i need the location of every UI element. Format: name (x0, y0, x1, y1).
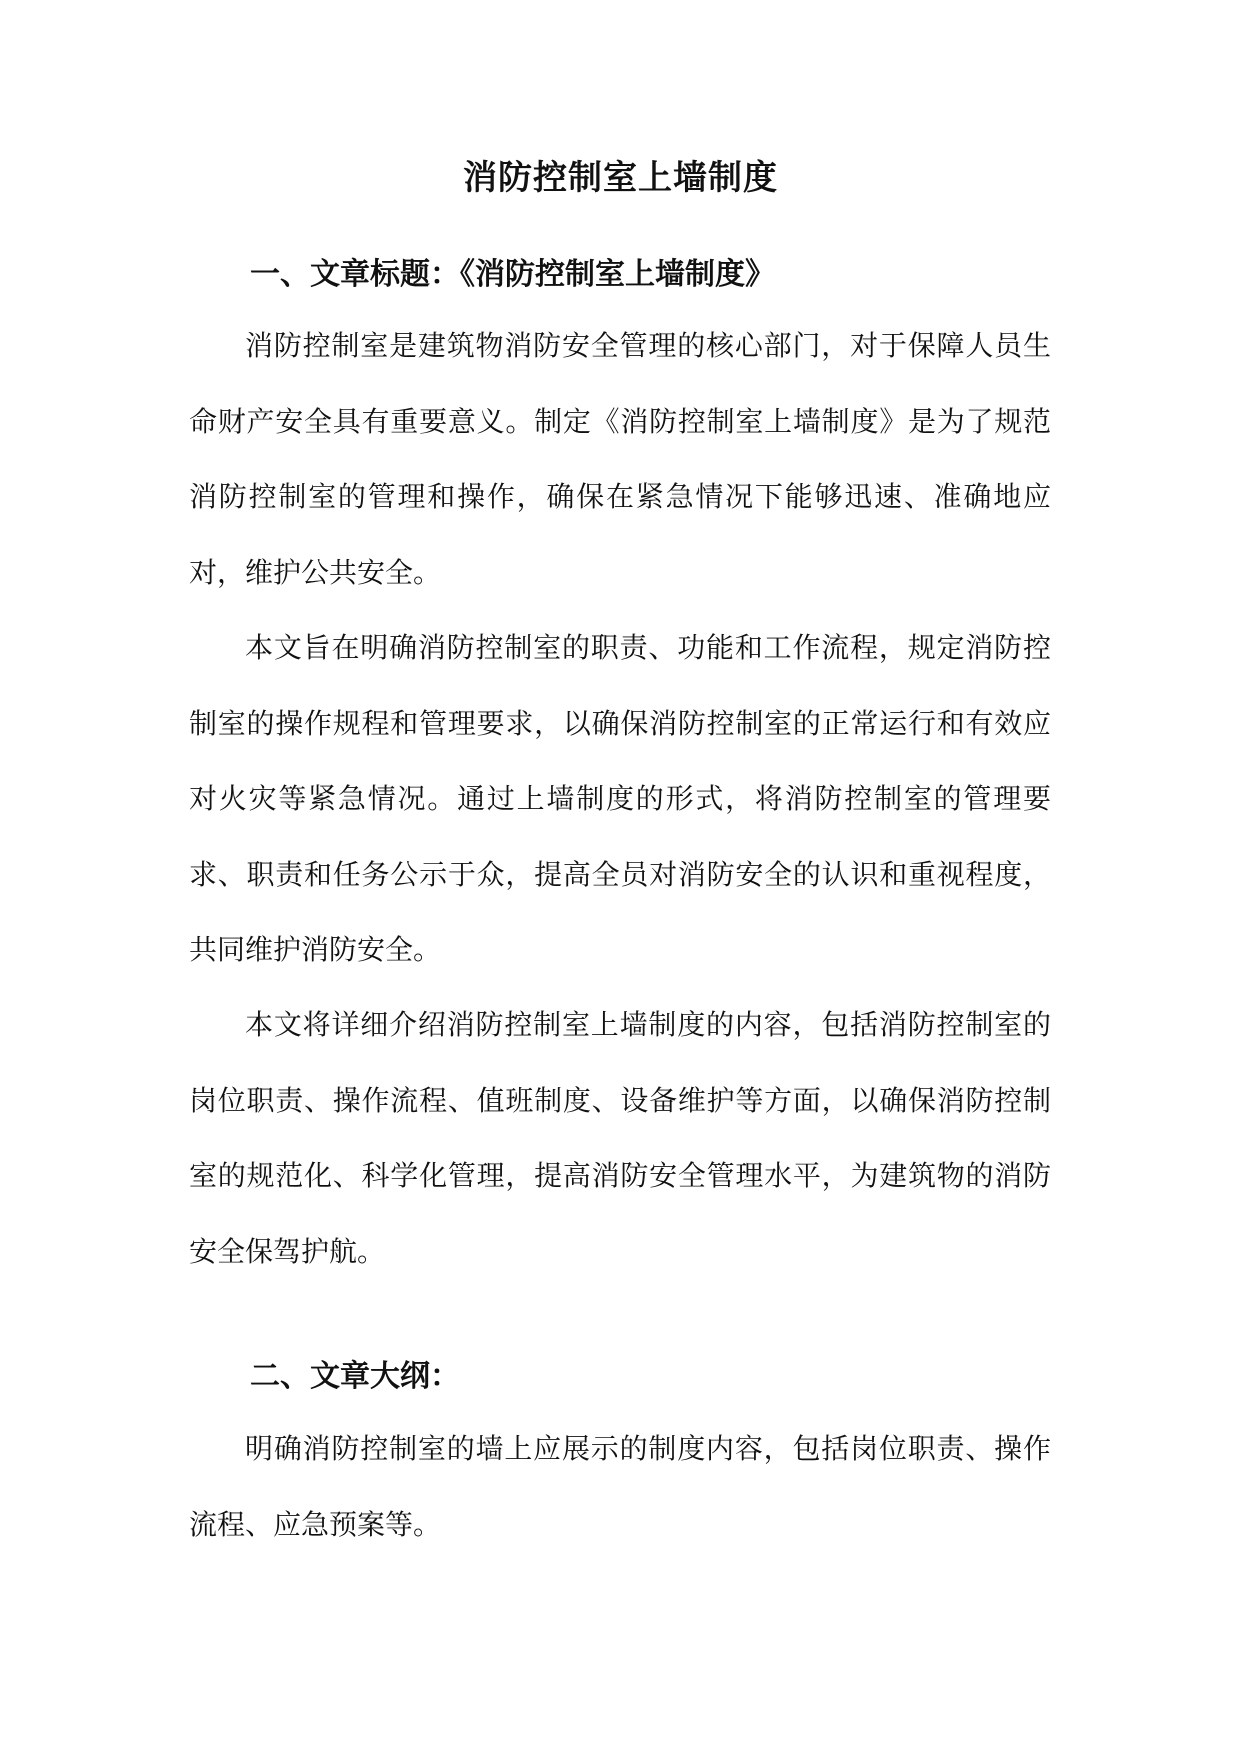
paragraph: 本文将详细介绍消防控制室上墙制度的内容，包括消防控制室的岗位职责、操作流程、值班制度、设备维护等方面，以确保消防控制室的规范化、科学化管理，提高消防安全管理水平，为建筑物的消防安全保驾护航。 (189, 1008, 1051, 1268)
section-heading-2: 二、文章大纲： (250, 1359, 460, 1394)
paragraph: 明确消防控制室的墙上应展示的制度内容，包括岗位职责、操作流程、应急预案等。 (189, 1432, 1051, 1541)
paragraph: 消防控制室是建筑物消防安全管理的核心部门，对于保障人员生命财产安全具有重要意义。制定《消防控制室上墙制度》是为了规范消防控制室的管理和操作，确保在紧急情况下能够迅速、准确地应对，维护公共安全。 (189, 329, 1051, 589)
section-heading-1: 一、文章标题：《消防控制室上墙制度》 (250, 257, 775, 292)
page-title: 消防控制室上墙制度 (463, 158, 778, 198)
paragraph: 本文旨在明确消防控制室的职责、功能和工作流程，规定消防控制室的操作规程和管理要求，以确保消防控制室的正常运行和有效应对火灾等紧急情况。通过上墙制度的形式，将消防控制室的管理要求、职责和任务公示于众，提高全员对消防安全的认识和重视程度，共同维护消防安全。 (189, 631, 1051, 966)
